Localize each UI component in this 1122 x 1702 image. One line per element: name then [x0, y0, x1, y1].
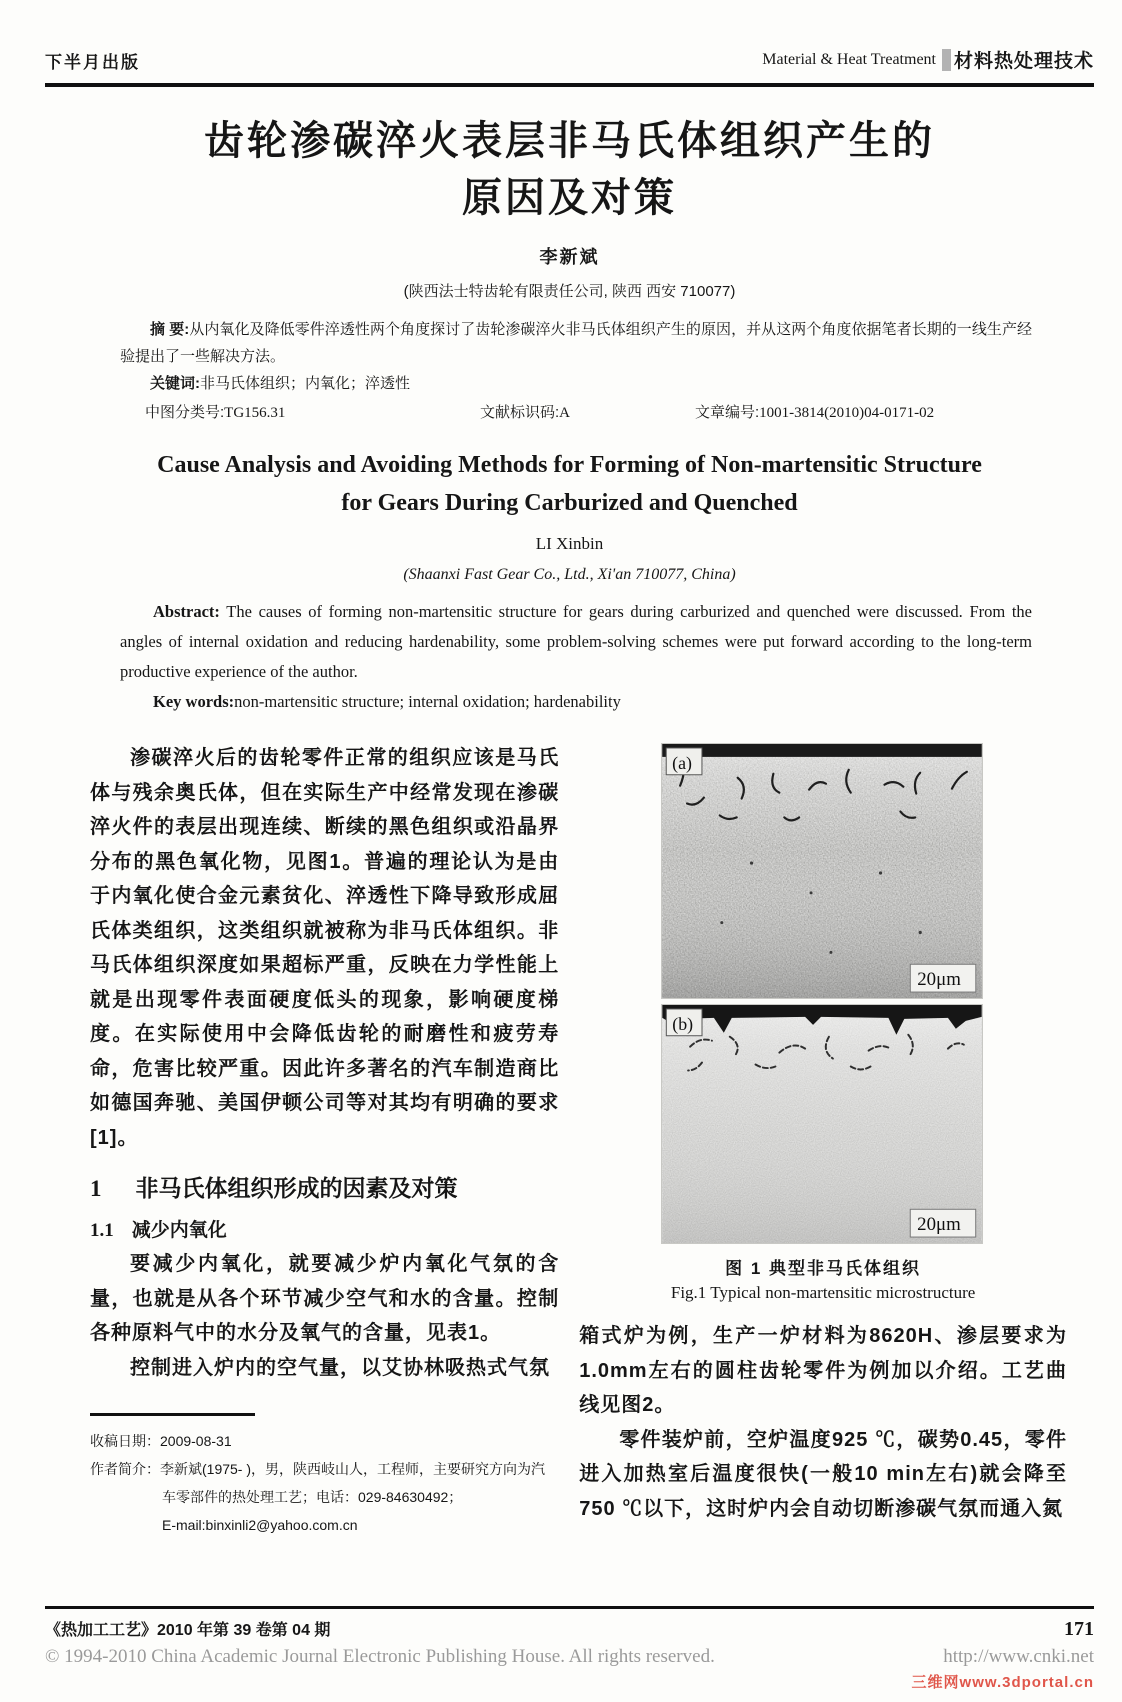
footer-rule	[45, 1606, 1094, 1609]
article-title	[45, 113, 1094, 227]
journal-name-en: Material & Heat Treatment	[762, 50, 936, 68]
keywords-label-cn: 关键词:	[150, 375, 200, 392]
clc-number: 中图分类号:TG156.31	[145, 404, 286, 421]
article-id: 文章编号:1001-3814(2010)04-0171-02	[695, 404, 935, 421]
body-paragraph-1: 渗碳淬火后的齿轮零件正常的组织应该是马氏体与残余奥氏体，但在实际生产中经常发现在渗碳淬火件的表层出现连续、断续的黑色组织或沿晶界分布的黑色氧化物，见图1。普遍的理论认为是由于内氧化使合金元素贫化、淬透性下降导致形成屈氏体类组织，这类组织就被称为非马氏体组织。非马氏体组织深度如果超标严重，反映在力学性能上就是出现零件表面硬度低头的现象，影响硬度梯度。在实际使用中会降低齿轮的耐磨性和疲劳寿命，危害比较严重。因此许多著名的汽车制造商比如德国奔驰、美国伊顿公司等对其均有明确的要求[1]。	[90, 747, 560, 1149]
footnote-rule	[90, 1413, 255, 1416]
author-bio-line1: 作者简介：李新斌(1975- )，男，陕西岐山人，工程师，主要研究方向为汽	[90, 1461, 546, 1477]
copyright-text: © 1994-2010 China Academic Journal Electronic Publishing House. All rights reserved.	[45, 1646, 715, 1667]
chinese-abstract-block	[120, 316, 1032, 397]
article-title-line1: 齿轮渗碳淬火表层非马氏体组织产生的	[204, 119, 935, 163]
publish-note: 下半月出版	[45, 53, 140, 72]
abstract-cn	[120, 316, 1032, 370]
header-rule	[45, 83, 1094, 87]
panel-b-label: (b)	[671, 1013, 693, 1034]
journal-banner	[762, 46, 1094, 73]
journal-issue-line: 《热加工工艺》2010 年第 39 卷第 04 期	[45, 1622, 331, 1639]
journal-name-cn: 材料热处理技术	[953, 51, 1094, 72]
affiliation-cn: (陕西法士特齿轮有限责任公司, 陕西 西安 710077)	[403, 283, 736, 300]
figure-1	[661, 743, 986, 1303]
body-paragraph-3: 控制进入炉内的空气量，以艾协林吸热式气氛	[130, 1356, 550, 1379]
watermark-text: 三维网www.3dportal.cn	[911, 1674, 1094, 1691]
page-header	[45, 0, 1094, 73]
section-heading-1: 1 非马氏体组织形成的因素及对策	[90, 1175, 458, 1201]
received-date: 收稿日期：2009-08-31	[90, 1433, 232, 1449]
scale-bar-label-a: 20μm	[916, 969, 961, 991]
abstract-text-cn: 从内氧化及降低零件淬透性两个角度探讨了齿轮渗碳淬火非马氏体组织产生的原因，并从这两个角度依据笔者长期的一线生产经验提出了一些解决方法。	[120, 321, 1032, 365]
micrograph-panel-a	[661, 743, 983, 999]
english-abstract-block	[120, 597, 1032, 717]
classification-row	[145, 401, 1032, 422]
body-columns	[90, 741, 1067, 1539]
footnote-block	[90, 1413, 559, 1539]
figure-caption-en: Fig.1 Typical non-martensitic microstructure	[670, 1283, 976, 1302]
abstract-label-cn: 摘 要:	[150, 321, 190, 338]
surface-edge-a	[662, 744, 981, 757]
section-heading-1-1: 1.1 减少内氧化	[90, 1220, 227, 1241]
article-title-en: Cause Analysis and Avoiding Methods for Forming of Non-martensitic Structure for Gears During Carburized and Quenched	[157, 452, 982, 516]
scale-bar-label-b: 20μm	[916, 1214, 961, 1236]
keywords-text-cn: 非马氏体组织；内氧化；淬透性	[200, 375, 411, 392]
article-title-line2: 原因及对策	[462, 176, 677, 220]
page-footer	[45, 1606, 1094, 1692]
author-bio-line2: 车零部件的热处理工艺；电话：029-84630492；	[162, 1489, 463, 1505]
body-paragraph-4: 箱式炉为例，生产一炉材料为8620H、渗层要求为1.0mm左右的圆柱齿轮零件为例加以介绍。工艺曲线见图2。	[579, 1325, 1067, 1416]
keywords-en: Key words:non-martensitic structure; internal oxidation; hardenability	[153, 692, 621, 711]
panel-a-label: (a)	[671, 752, 692, 773]
cnki-url: http://www.cnki.net	[943, 1646, 1094, 1667]
affiliation-en: (Shaanxi Fast Gear Co., Ltd., Xi'an 710077, China)	[403, 566, 736, 583]
body-paragraph-2: 要减少内氧化，就要减少炉内氧化气氛的含量，也就是从各个环节减少空气和水的含量。控制各种原料气中的水分及氧气的含量，见表1。	[90, 1253, 560, 1344]
left-column	[90, 741, 559, 1539]
keywords-cn	[120, 370, 1032, 397]
author-name-en: LI Xinbin	[535, 534, 604, 553]
author-email: E-mail:binxinli2@yahoo.com.cn	[162, 1517, 358, 1533]
micrograph-panel-b	[661, 1004, 983, 1244]
copyright-line	[45, 1646, 1094, 1668]
document-code: 文献标识码:A	[480, 404, 571, 421]
right-column	[579, 741, 1067, 1539]
header-divider-bar	[942, 49, 951, 71]
figure-caption-cn: 图 1 典型非马氏体组织	[725, 1259, 922, 1278]
body-paragraph-5: 零件装炉前，空炉温度925 ℃，碳势0.45，零件进入加热室后温度很快(一般10 min左右)就会降至750 ℃以下，这时炉内会自动切断渗碳气氛而通入氮	[579, 1428, 1067, 1520]
abstract-en: Abstract: The causes of forming non-martensitic structure for gears during carburized and quenched were discussed. From the angles of internal oxidation and reducing hardenability, some problem-solving schemes were put forward according to the long-term productive experience of the author.	[120, 602, 1033, 681]
author-name-cn: 李新斌	[539, 247, 600, 267]
page-number: 171	[1064, 1618, 1094, 1640]
